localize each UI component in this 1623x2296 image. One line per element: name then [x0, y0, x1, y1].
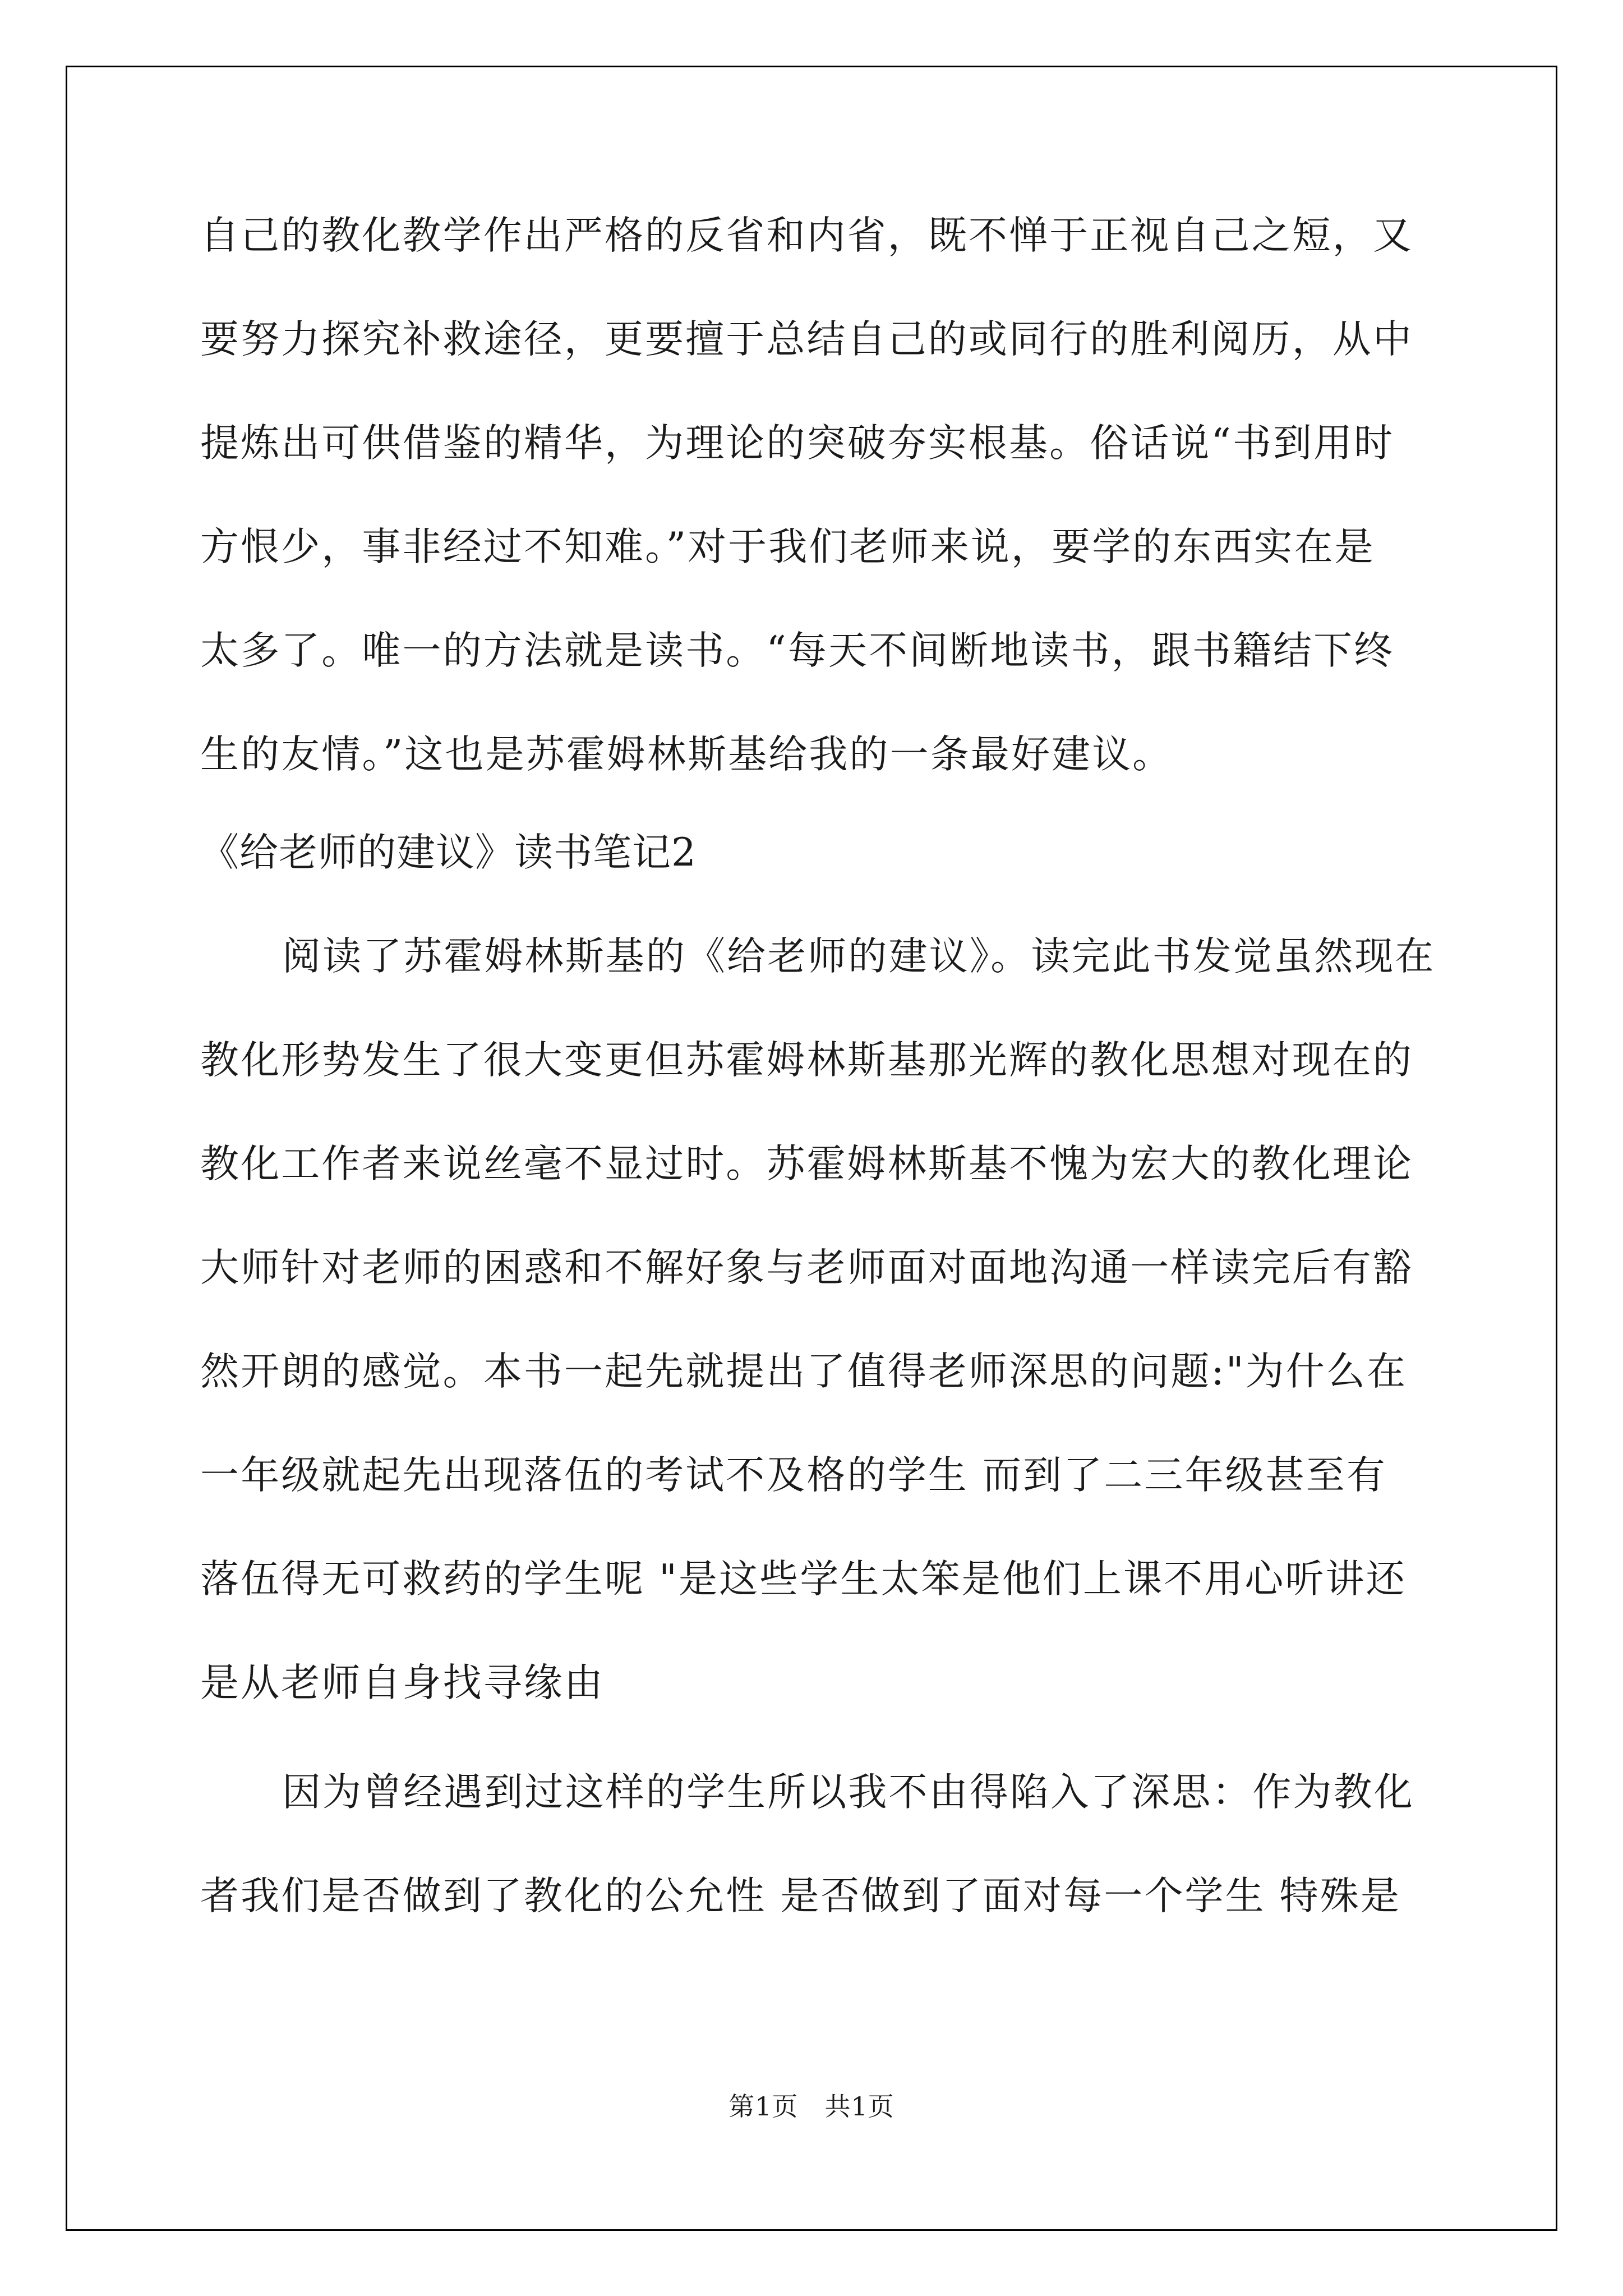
page-number-footer: 第1页 共1页 [728, 2091, 895, 2122]
paragraph-line: 自己的教化教学作出严格的反省和内省，既不惮于正视自己之短，又 [200, 213, 1413, 258]
paragraph-line: 教化形势发生了很大变更但苏霍姆林斯基那光辉的教化思想对现在的 [200, 1038, 1413, 1083]
paragraph-line: 是从老师自身找寻缘由 [200, 1660, 605, 1705]
paragraph-line: 然开朗的感觉。本书一起先就提出了值得老师深思的问题:"为什么在 [200, 1349, 1408, 1394]
paragraph-line: 者我们是否做到了教化的公允性 是否做到了面对每一个学生 特殊是 [200, 1874, 1401, 1918]
paragraph-line: 落伍得无可救药的学生呢 "是这些学生太笨是他们上课不用心听讲还 [200, 1557, 1407, 1602]
paragraph-line: 太多了。唯一的方法就是读书。“每天不间断地读书，跟书籍结下终 [200, 628, 1395, 673]
paragraph-line: 一年级就起先出现落伍的考试不及格的学生 而到了二三年级甚至有 [200, 1453, 1387, 1498]
section-heading: 《给老师的建议》读书笔记2 [200, 830, 697, 875]
paragraph-line: 教化工作者来说丝毫不显过时。苏霍姆林斯基不愧为宏大的教化理论 [200, 1142, 1413, 1186]
paragraph-line: 阅读了苏霍姆林斯基的《给老师的建议》。读完此书发觉虽然现在 [282, 934, 1436, 979]
paragraph-line: 大师针对老师的困惑和不解好象与老师面对面地沟通一样读完后有豁 [200, 1245, 1413, 1290]
paragraph-line: 提炼出可供借鉴的精华，为理论的突破夯实根基。俗话说“书到用时 [200, 421, 1395, 466]
paragraph-line: 因为曾经遇到过这样的学生所以我不由得陷入了深思：作为教化 [282, 1770, 1414, 1815]
paragraph-line: 要努力探究补救途径，更要擅于总结自己的或同行的胜利阅历，从中 [200, 317, 1413, 362]
paragraph-line: 方恨少，事非经过不知难。”对于我们老师来说，要学的东西实在是 [200, 524, 1375, 569]
paragraph-line: 生的友情。”这也是苏霍姆林斯基给我的一条最好建议。 [200, 732, 1173, 777]
